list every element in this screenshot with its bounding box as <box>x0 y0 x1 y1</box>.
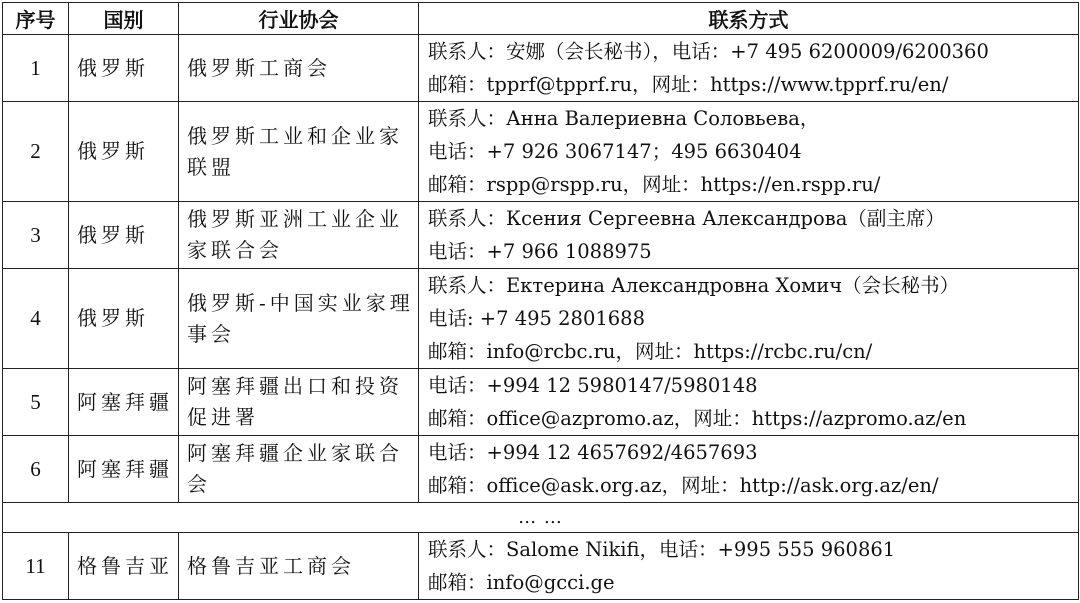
table-row <box>3 202 1079 269</box>
row-index: 5 <box>3 369 69 436</box>
contact-line: 邮箱：office@azpromo.az，网址：https://azpromo.az/en <box>428 407 967 430</box>
header-contact: 联系方式 <box>419 3 1079 35</box>
row-country: 格鲁吉亚 <box>69 533 179 600</box>
row-country: 阿塞拜疆 <box>69 436 179 503</box>
contact-line: 邮箱：info@gcci.ge <box>428 571 615 594</box>
row-country: 俄罗斯 <box>69 202 179 269</box>
row-contact <box>419 269 1079 369</box>
row-contact <box>419 35 1079 102</box>
contact-line: 邮箱：office@ask.org.az，网址：http://ask.org.az/en/ <box>428 474 939 497</box>
row-contact <box>419 533 1079 600</box>
contact-line: 联系人：Ксения Сергеевна Александрова（副主席） <box>428 207 945 230</box>
row-country: 俄罗斯 <box>69 35 179 102</box>
row-association: 俄罗斯-中国实业家理事会 <box>179 269 419 369</box>
row-index: 4 <box>3 269 69 369</box>
row-index: 11 <box>3 533 69 600</box>
table-row <box>3 269 1079 369</box>
table-row <box>3 533 1079 600</box>
row-contact <box>419 202 1079 269</box>
header-country: 国别 <box>69 3 179 35</box>
row-country: 俄罗斯 <box>69 269 179 369</box>
contact-line: 联系人：安娜（会长秘书），电话：+7 495 6200009/6200360 <box>428 40 989 63</box>
contact-line: 电话：+994 12 5980147/5980148 <box>428 374 758 397</box>
row-association: 阿塞拜疆企业家联合会 <box>179 436 419 503</box>
contact-line: 电话: +7 495 2801688 <box>428 307 645 330</box>
association-contacts-table <box>2 2 1079 600</box>
row-contact <box>419 436 1079 503</box>
row-association: 俄罗斯亚洲工业企业家联合会 <box>179 202 419 269</box>
header-index: 序号 <box>3 3 69 35</box>
contact-line: 联系人：Salome Nikifi，电话：+995 555 960861 <box>428 538 896 561</box>
row-index: 1 <box>3 35 69 102</box>
contact-line: 联系人：Анна Валериевна Соловьева， <box>428 107 820 130</box>
row-association: 阿塞拜疆出口和投资促进署 <box>179 369 419 436</box>
row-contact <box>419 369 1079 436</box>
table-row <box>3 436 1079 503</box>
header-association: 行业协会 <box>179 3 419 35</box>
ellipsis-row <box>3 503 1079 533</box>
row-country: 俄罗斯 <box>69 102 179 202</box>
row-index: 6 <box>3 436 69 503</box>
contact-line: 电话：+7 926 3067147；495 6630404 <box>428 140 802 163</box>
contact-line: 电话：+7 966 1088975 <box>428 240 652 263</box>
table-row <box>3 369 1079 436</box>
row-index: 3 <box>3 202 69 269</box>
table-row <box>3 35 1079 102</box>
row-index: 2 <box>3 102 69 202</box>
contact-line: 邮箱：info@rcbc.ru，网址：https://rcbc.ru/cn/ <box>428 340 873 363</box>
row-association: 俄罗斯工商会 <box>179 35 419 102</box>
contact-line: 邮箱：rspp@rspp.ru，网址：https://en.rspp.ru/ <box>428 173 881 196</box>
contact-line: 邮箱：tpprf@tpprf.ru，网址：https://www.tpprf.ru/en/ <box>428 73 949 96</box>
ellipsis-text: … … <box>3 503 1079 533</box>
row-association: 俄罗斯工业和企业家联盟 <box>179 102 419 202</box>
table-row <box>3 102 1079 202</box>
header-row <box>3 3 1079 35</box>
contact-line: 电话：+994 12 4657692/4657693 <box>428 441 758 464</box>
row-country: 阿塞拜疆 <box>69 369 179 436</box>
row-contact <box>419 102 1079 202</box>
contact-line: 联系人：Ектерина Александровна Хомич（会长秘书） <box>428 274 960 297</box>
row-association: 格鲁吉亚工商会 <box>179 533 419 600</box>
